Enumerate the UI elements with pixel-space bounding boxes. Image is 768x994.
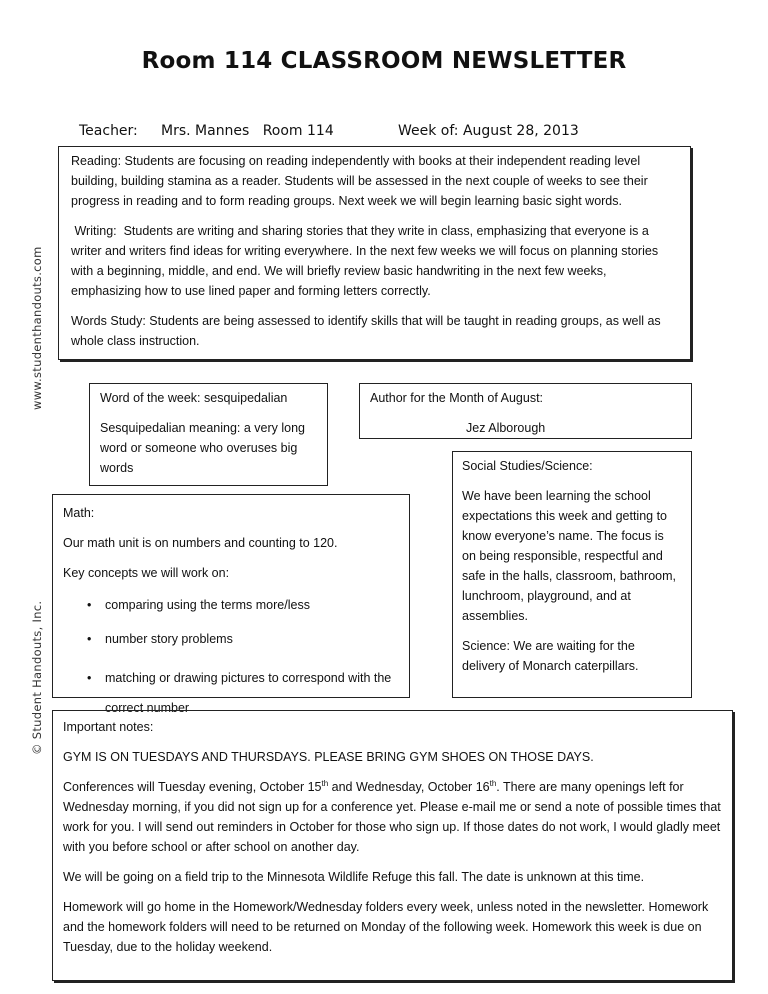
math-box bbox=[52, 494, 410, 715]
main-subjects-box bbox=[58, 146, 691, 360]
website-watermark: www.studenthandouts.com bbox=[30, 246, 44, 410]
newsletter-title: Room 114 CLASSROOM NEWSLETTER bbox=[141, 48, 627, 74]
important-notes-box bbox=[52, 710, 733, 981]
copyright-watermark: © Student Handouts, Inc. bbox=[30, 600, 44, 755]
author-name: Jez Alborough bbox=[466, 421, 546, 435]
reading-text: Reading: Students are focusing on reading independently with books at their independent reading level building, building stamina as a reader. Students will be assessed in the next couple of weeks to see their progress in reading and to form reading groups. Next week we will begin learning basic sight words. bbox=[71, 154, 648, 208]
math-unit: Our math unit is on numbers and counting to 120. bbox=[63, 536, 338, 550]
social-science-heading: Social Studies/Science: bbox=[462, 459, 593, 473]
author-box bbox=[359, 383, 692, 439]
teacher-value: Mrs. Mannes Room 114 bbox=[161, 123, 334, 139]
gym-note: GYM IS ON TUESDAYS AND THURSDAYS. PLEASE BRING GYM SHOES ON THOSE DAYS. bbox=[63, 750, 594, 764]
social-science-body: We have been learning the school expectations this week and getting to know everyone’s name. The focus is on being responsible, respectful and safe in the halls, classroom, bathroom, lunchroom, playground, and at assemblies. bbox=[462, 489, 676, 623]
social-science-box bbox=[452, 451, 692, 698]
week-of: Week of: August 28, 2013 bbox=[398, 123, 579, 139]
conference-note: Conferences will Tuesday evening, October 15th and Wednesday, October 16th. There are many openings left for Wednesday morning, if you did not sign up for a conference yet. Please e-mail me or send a note of possible times that work for you. I will send out reminders in October for those who sign up. If those dates do not work, I would gladly meet with you before school or after school on another day. bbox=[63, 778, 721, 854]
teacher-label: Teacher: bbox=[79, 123, 138, 139]
words-study-text: Words Study: Students are being assessed to identify skills that will be taught in reading groups, as well as whole class instruction. bbox=[71, 314, 661, 348]
math-concepts-label: Key concepts we will work on: bbox=[63, 566, 230, 580]
math-heading: Math: bbox=[63, 506, 95, 520]
word-meaning: Sesquipedalian meaning: a very long word or someone who overuses big words bbox=[100, 421, 305, 475]
list-item: • comparing using the terms more/less bbox=[105, 595, 399, 615]
word-of-week-box bbox=[89, 383, 328, 486]
list-item: • matching or drawing pictures to correspond with the correct number bbox=[105, 663, 399, 723]
word-of-week-heading: Word of the week: sesquipedalian bbox=[100, 391, 288, 405]
field-trip-note: We will be going on a field trip to the Minnesota Wildlife Refuge this fall. The date is unknown at this time. bbox=[63, 870, 645, 884]
list-item: • number story problems bbox=[105, 629, 399, 649]
science-text: Science: We are waiting for the delivery of Monarch caterpillars. bbox=[462, 639, 639, 673]
author-heading: Author for the Month of August: bbox=[370, 391, 544, 405]
homework-note: Homework will go home in the Homework/Wednesday folders every week, unless noted in the newsletter. Homework and the homework folders will need to be returned on Monday of the following week. Homework this week is due on Tuesday, due to the holiday weekend. bbox=[63, 900, 709, 954]
writing-text: Writing: Students are writing and sharing stories that they write in class, emphasizing that everyone is a writer and writers find ideas for writing everywhere. In the next few weeks we will focus on planning stories with a beginning, middle, and end. We will briefly review basic handwriting in the next few weeks, emphasizing how to use lined paper and forming letters correctly. bbox=[71, 224, 662, 298]
notes-heading: Important notes: bbox=[63, 720, 154, 734]
math-concepts-list bbox=[63, 595, 399, 723]
